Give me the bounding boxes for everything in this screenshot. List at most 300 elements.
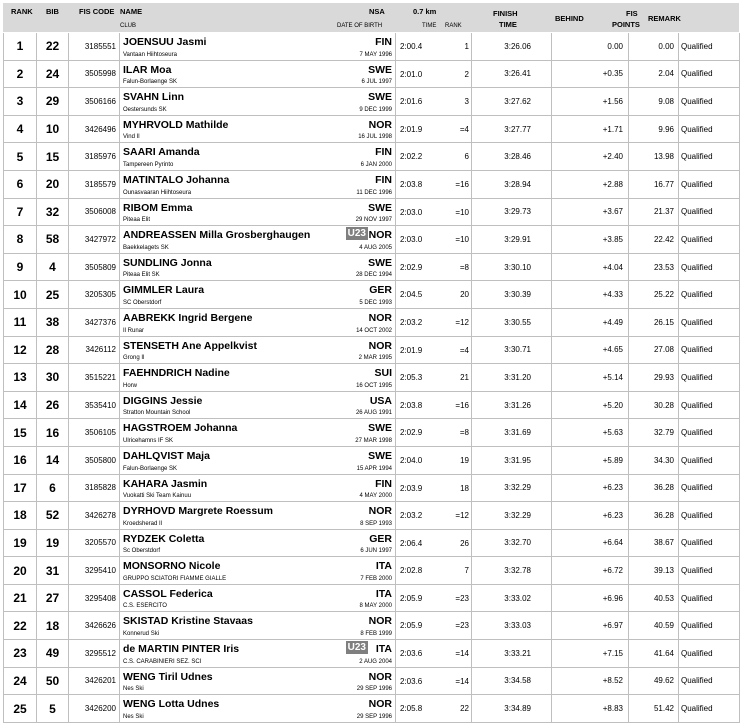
table-row [4, 419, 740, 447]
fis-points-cell: 38.67 [629, 529, 679, 557]
fis-code-cell: 3185976 [69, 143, 120, 171]
rank-cell: 17 [4, 474, 37, 502]
fis-points-cell: 25.22 [629, 281, 679, 309]
athlete-name: KAHARA Jasmin [123, 477, 208, 490]
split-cell [396, 446, 472, 474]
athlete-club: Falun-Borlaenge SK [123, 79, 178, 86]
rank-cell: 10 [4, 281, 37, 309]
athlete-club: Grong Il [123, 355, 145, 362]
rank-cell: 11 [4, 308, 37, 336]
header-nsa: NSA [369, 7, 385, 16]
athlete-cell [120, 143, 396, 171]
athlete-nsa: GER [369, 532, 392, 545]
split-cell [396, 502, 472, 530]
athlete-club: Kroedsherad Il [123, 520, 163, 527]
header-name: NAME [120, 7, 143, 16]
rank-cell: 1 [4, 33, 37, 60]
remark-cell: Qualified [679, 226, 740, 254]
athlete-nsa: ITA [375, 587, 392, 600]
athlete-club: C.S. ESERCITO [123, 603, 167, 610]
fis-points-cell: 29.93 [629, 364, 679, 392]
split-time: 2:01.0 [400, 69, 423, 79]
athlete-cell [120, 226, 396, 254]
table-row [4, 198, 740, 226]
behind-cell: +5.14 [552, 364, 629, 392]
table-row [4, 170, 740, 198]
split-time: 2:03.6 [400, 649, 423, 659]
split-rank: 2 [464, 69, 469, 79]
finish-time-cell: 3:30.71 [472, 336, 552, 364]
athlete-dob: 29 SEP 1996 [356, 686, 392, 693]
athlete-dob: 27 MAR 1998 [355, 437, 392, 444]
behind-cell: +1.56 [552, 88, 629, 116]
athlete-name: RIBOM Emma [123, 201, 193, 214]
rank-cell: 15 [4, 419, 37, 447]
header-split: 0.7 km [413, 7, 437, 16]
split-time: 2:03.9 [400, 483, 423, 493]
split-cell [396, 143, 472, 171]
athlete-cell [120, 33, 396, 60]
bib-cell: 4 [37, 253, 69, 281]
split-time: 2:01.6 [400, 97, 423, 107]
behind-cell: 0.00 [552, 33, 629, 60]
fis-points-cell: 51.42 [629, 695, 679, 723]
fis-points-cell: 2.04 [629, 60, 679, 88]
header-remark: REMARK [648, 14, 681, 23]
remark-cell: Qualified [679, 612, 740, 640]
remark-cell: Qualified [679, 502, 740, 530]
bib-cell: 24 [37, 60, 69, 88]
finish-time-cell: 3:27.62 [472, 88, 552, 116]
athlete-nsa: NOR [368, 698, 392, 711]
behind-cell: +4.49 [552, 308, 629, 336]
rank-cell: 18 [4, 502, 37, 530]
split-rank: 20 [460, 290, 469, 300]
remark-cell: Qualified [679, 695, 740, 723]
athlete-nsa: USA [369, 394, 392, 407]
fis-points-cell: 13.98 [629, 143, 679, 171]
header-fis-points: POINTS [612, 20, 640, 29]
athlete-dob: 4 AUG 2005 [359, 244, 392, 251]
bib-cell: 15 [37, 143, 69, 171]
athlete-dob: 8 MAY 2000 [359, 603, 392, 610]
athlete-club: C.S. CARABINIERI SEZ. SCI [123, 658, 202, 665]
split-time: 2:02.9 [400, 262, 423, 272]
split-cell [396, 667, 472, 695]
split-time: 2:03.6 [400, 676, 423, 686]
finish-time-cell: 3:33.21 [472, 640, 552, 668]
split-cell [396, 364, 472, 392]
results-table [3, 33, 740, 723]
split-time: 2:03.2 [400, 511, 423, 521]
split-time: 2:01.9 [400, 124, 423, 134]
finish-time-cell: 3:30.10 [472, 253, 552, 281]
fis-points-cell: 9.08 [629, 88, 679, 116]
table-row [4, 529, 740, 557]
fis-code-cell: 3505809 [69, 253, 120, 281]
header-finish: FINISH [493, 9, 518, 18]
athlete-club: GRUPPO SCIATORI FIAMME GIALLE [123, 575, 227, 582]
remark-cell: Qualified [679, 474, 740, 502]
fis-points-cell: 40.53 [629, 584, 679, 612]
table-row [4, 88, 740, 116]
bib-cell: 30 [37, 364, 69, 392]
bib-cell: 25 [37, 281, 69, 309]
athlete-nsa: ITA [375, 560, 392, 573]
fis-points-cell: 26.15 [629, 308, 679, 336]
finish-time-cell: 3:32.78 [472, 557, 552, 585]
bib-cell: 22 [37, 33, 69, 60]
behind-cell: +8.52 [552, 667, 629, 695]
fis-code-cell: 3515221 [69, 364, 120, 392]
behind-cell: +0.35 [552, 60, 629, 88]
finish-time-cell: 3:28.46 [472, 143, 552, 171]
split-time: 2:03.0 [400, 235, 423, 245]
table-row [4, 502, 740, 530]
athlete-name: WENG Tiril Udnes [123, 670, 213, 683]
remark-cell: Qualified [679, 640, 740, 668]
athlete-cell [120, 115, 396, 143]
behind-cell: +6.23 [552, 474, 629, 502]
header-dob: DATE OF BIRTH [337, 23, 383, 29]
fis-code-cell: 3426201 [69, 667, 120, 695]
fis-code-cell: 3427376 [69, 308, 120, 336]
split-cell [396, 529, 472, 557]
bib-cell: 50 [37, 667, 69, 695]
athlete-nsa: GER [369, 284, 392, 297]
athlete-club: Ulricehamns IF SK [123, 437, 174, 444]
fis-code-cell: 3505800 [69, 446, 120, 474]
behind-cell: +5.89 [552, 446, 629, 474]
athlete-dob: 4 MAY 2000 [359, 493, 392, 500]
rank-cell: 4 [4, 115, 37, 143]
athlete-club: Horw [123, 382, 138, 389]
athlete-nsa: SWE [368, 422, 392, 435]
behind-cell: +5.20 [552, 391, 629, 419]
athlete-dob: 28 DEC 1994 [355, 272, 392, 279]
remark-cell: Qualified [679, 391, 740, 419]
table-row [4, 474, 740, 502]
bib-cell: 32 [37, 198, 69, 226]
athlete-dob: 29 SEP 1996 [356, 713, 392, 720]
split-rank: 1 [464, 42, 469, 51]
behind-cell: +4.04 [552, 253, 629, 281]
athlete-club: Vantaan Hiihtoseura [123, 51, 177, 58]
athlete-name: MYHRVOLD Mathilde [123, 118, 229, 131]
athlete-nsa: FIN [375, 173, 392, 186]
bib-cell: 19 [37, 529, 69, 557]
split-rank: =23 [455, 621, 469, 631]
remark-cell: Qualified [679, 281, 740, 309]
split-cell [396, 60, 472, 88]
athlete-dob: 9 DEC 1999 [359, 106, 392, 113]
remark-cell: Qualified [679, 60, 740, 88]
finish-time-cell: 3:26.06 [472, 33, 552, 60]
athlete-dob: 8 FEB 1999 [360, 631, 392, 638]
u23-badge: U23 [347, 228, 366, 240]
split-time: 2:02.9 [400, 428, 423, 438]
header-finish-time: TIME [499, 20, 517, 29]
athlete-name: DIGGINS Jessie [123, 394, 203, 407]
athlete-cell [120, 198, 396, 226]
split-time: 2:04.0 [400, 455, 423, 465]
table-row [4, 281, 740, 309]
header-club: CLUB [120, 23, 137, 29]
rank-cell: 16 [4, 446, 37, 474]
remark-cell: Qualified [679, 446, 740, 474]
athlete-name: JOENSUU Jasmi [123, 36, 207, 48]
fis-code-cell: 3427972 [69, 226, 120, 254]
split-cell [396, 584, 472, 612]
split-rank: 18 [460, 483, 469, 493]
behind-cell: +1.71 [552, 115, 629, 143]
fis-code-cell: 3505998 [69, 60, 120, 88]
split-rank: =12 [455, 317, 469, 327]
split-cell [396, 640, 472, 668]
bib-cell: 31 [37, 557, 69, 585]
athlete-dob: 11 DEC 1996 [356, 189, 392, 196]
table-row [4, 446, 740, 474]
athlete-cell [120, 170, 396, 198]
table-row [4, 308, 740, 336]
athlete-club: SC Oberstdorf [123, 299, 162, 306]
athlete-name: AABREKK Ingrid Bergene [123, 311, 253, 324]
athlete-dob: 5 DEC 1993 [359, 299, 392, 306]
fis-code-cell: 3295410 [69, 557, 120, 585]
athlete-club: Ounasvaaran Hiihtoseura [123, 189, 192, 196]
athlete-nsa: FIN [375, 477, 392, 490]
fis-code-cell: 3185579 [69, 170, 120, 198]
remark-cell: Qualified [679, 88, 740, 116]
u23-badge: U23 [347, 642, 366, 654]
split-time: 2:03.8 [400, 179, 423, 189]
behind-cell: +6.64 [552, 529, 629, 557]
remark-cell: Qualified [679, 584, 740, 612]
split-cell [396, 226, 472, 254]
athlete-name: DYRHOVD Margrete Roessum [123, 505, 273, 518]
split-cell [396, 281, 472, 309]
athlete-cell [120, 612, 396, 640]
split-cell [396, 33, 472, 60]
header-split-rank: RANK [445, 23, 462, 29]
fis-code-cell: 3295408 [69, 584, 120, 612]
rank-cell: 8 [4, 226, 37, 254]
athlete-nsa: NOR [368, 615, 392, 628]
split-time: 2:04.5 [400, 290, 423, 300]
fis-code-cell: 3205305 [69, 281, 120, 309]
athlete-cell [120, 336, 396, 364]
split-time: 2:06.4 [400, 538, 423, 548]
split-cell [396, 612, 472, 640]
split-cell [396, 115, 472, 143]
rank-cell: 5 [4, 143, 37, 171]
table-row [4, 667, 740, 695]
athlete-cell [120, 364, 396, 392]
split-cell [396, 198, 472, 226]
remark-cell: Qualified [679, 336, 740, 364]
finish-time-cell: 3:30.39 [472, 281, 552, 309]
bib-cell: 16 [37, 419, 69, 447]
rank-cell: 3 [4, 88, 37, 116]
rank-cell: 24 [4, 667, 37, 695]
athlete-nsa: SWE [368, 91, 392, 104]
split-time: 2:05.8 [400, 704, 423, 714]
behind-cell: +8.83 [552, 695, 629, 723]
behind-cell: +3.85 [552, 226, 629, 254]
split-rank: 6 [464, 152, 469, 162]
split-rank: 19 [460, 455, 469, 465]
remark-cell: Qualified [679, 115, 740, 143]
athlete-cell [120, 584, 396, 612]
rank-cell: 13 [4, 364, 37, 392]
athlete-cell [120, 88, 396, 116]
header-split-time: TIME [422, 23, 437, 29]
finish-time-cell: 3:32.29 [472, 502, 552, 530]
finish-time-cell: 3:34.58 [472, 667, 552, 695]
rank-cell: 9 [4, 253, 37, 281]
split-cell [396, 557, 472, 585]
remark-cell: Qualified [679, 143, 740, 171]
finish-time-cell: 3:32.29 [472, 474, 552, 502]
split-rank: =16 [455, 400, 469, 410]
split-time: 2:03.8 [400, 400, 423, 410]
fis-points-cell: 30.28 [629, 391, 679, 419]
split-time: 2:05.9 [400, 621, 423, 631]
behind-cell: +7.15 [552, 640, 629, 668]
athlete-dob: 16 JUL 1998 [358, 134, 392, 141]
athlete-club: Sc Oberstdorf [123, 548, 161, 555]
split-time: 2:00.4 [400, 42, 423, 51]
bib-cell: 28 [37, 336, 69, 364]
bib-cell: 14 [37, 446, 69, 474]
fis-points-cell: 0.00 [629, 33, 679, 60]
remark-cell: Qualified [679, 308, 740, 336]
athlete-nsa: NOR [368, 505, 392, 518]
table-row [4, 584, 740, 612]
athlete-name: GIMMLER Laura [123, 284, 205, 297]
split-rank: =14 [455, 649, 469, 659]
fis-points-cell: 9.96 [629, 115, 679, 143]
athlete-club: Oestersunds SK [123, 106, 167, 113]
bib-cell: 49 [37, 640, 69, 668]
bib-cell: 29 [37, 88, 69, 116]
table-row [4, 391, 740, 419]
rank-cell: 22 [4, 612, 37, 640]
finish-time-cell: 3:29.73 [472, 198, 552, 226]
fis-points-cell: 27.08 [629, 336, 679, 364]
split-cell [396, 419, 472, 447]
split-rank: 21 [460, 373, 469, 383]
split-rank: =10 [455, 235, 469, 245]
table-row [4, 143, 740, 171]
table-row [4, 695, 740, 723]
behind-cell: +6.23 [552, 502, 629, 530]
split-rank: =12 [455, 511, 469, 521]
behind-cell: +4.33 [552, 281, 629, 309]
athlete-club: Il Runar [123, 327, 145, 334]
fis-code-cell: 3185828 [69, 474, 120, 502]
finish-time-cell: 3:32.70 [472, 529, 552, 557]
fis-code-cell: 3535410 [69, 391, 120, 419]
behind-cell: +3.67 [552, 198, 629, 226]
bib-cell: 18 [37, 612, 69, 640]
athlete-club: Nes Ski [123, 686, 144, 693]
fis-points-cell: 36.28 [629, 474, 679, 502]
split-cell [396, 695, 472, 723]
split-time: 2:03.0 [400, 207, 423, 217]
bib-cell: 26 [37, 391, 69, 419]
fis-code-cell: 3506105 [69, 419, 120, 447]
remark-cell: Qualified [679, 198, 740, 226]
table-row [4, 33, 740, 60]
athlete-dob: 7 MAY 1996 [359, 51, 392, 58]
athlete-club: Vind Il [123, 134, 140, 141]
athlete-club: Falun-Borlaenge SK [123, 465, 178, 472]
athlete-name: DAHLQVIST Maja [123, 449, 210, 462]
fis-points-cell: 49.62 [629, 667, 679, 695]
athlete-club: Piteaa Elit [123, 217, 151, 224]
athlete-cell [120, 60, 396, 88]
header-rank: RANK [11, 7, 33, 16]
finish-time-cell: 3:31.20 [472, 364, 552, 392]
split-rank: =16 [455, 179, 469, 189]
split-rank: =8 [459, 428, 469, 438]
athlete-cell [120, 446, 396, 474]
behind-cell: +2.40 [552, 143, 629, 171]
split-time: 2:05.9 [400, 593, 423, 603]
behind-cell: +6.96 [552, 584, 629, 612]
fis-points-cell: 40.59 [629, 612, 679, 640]
athlete-nsa: SWE [368, 201, 392, 214]
athlete-dob: 16 OCT 1995 [356, 382, 392, 389]
athlete-nsa: SWE [368, 256, 392, 269]
remark-cell: Qualified [679, 557, 740, 585]
behind-cell: +6.97 [552, 612, 629, 640]
fis-code-cell: 3426278 [69, 502, 120, 530]
athlete-cell [120, 419, 396, 447]
remark-cell: Qualified [679, 253, 740, 281]
split-time: 2:03.2 [400, 317, 423, 327]
finish-time-cell: 3:28.94 [472, 170, 552, 198]
split-cell [396, 336, 472, 364]
bib-cell: 52 [37, 502, 69, 530]
finish-time-cell: 3:33.02 [472, 584, 552, 612]
fis-points-cell: 36.28 [629, 502, 679, 530]
bib-cell: 5 [37, 695, 69, 723]
athlete-name: de MARTIN PINTER Iris [123, 643, 240, 656]
athlete-dob: 6 JUN 1997 [360, 548, 392, 555]
rank-cell: 23 [4, 640, 37, 668]
athlete-dob: 14 OCT 2002 [356, 327, 392, 334]
finish-time-cell: 3:33.03 [472, 612, 552, 640]
table-row [4, 253, 740, 281]
athlete-name: STENSETH Ane Appelkvist [123, 339, 257, 352]
split-time: 2:02.8 [400, 566, 423, 576]
athlete-name: HAGSTROEM Johanna [123, 422, 238, 435]
athlete-nsa: FIN [375, 36, 392, 48]
fis-points-cell: 16.77 [629, 170, 679, 198]
fis-points-cell: 22.42 [629, 226, 679, 254]
fis-points-cell: 32.79 [629, 419, 679, 447]
finish-time-cell: 3:29.91 [472, 226, 552, 254]
athlete-cell [120, 308, 396, 336]
athlete-name: SAARI Amanda [123, 146, 200, 159]
fis-points-cell: 39.13 [629, 557, 679, 585]
table-row [4, 640, 740, 668]
fis-code-cell: 3426496 [69, 115, 120, 143]
bib-cell: 10 [37, 115, 69, 143]
athlete-name: SKISTAD Kristine Stavaas [123, 615, 253, 628]
